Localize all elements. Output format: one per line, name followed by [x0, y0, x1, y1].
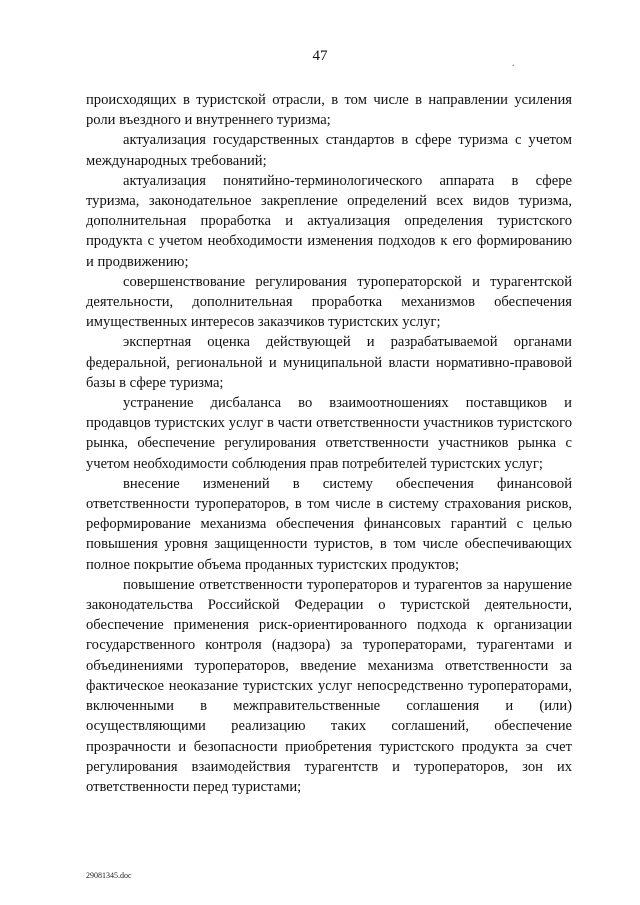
footer-filename: 29081345.doc [86, 871, 132, 880]
paragraph-terminology: актуализация понятийно-терминологического аппарата в сфере туризма, законодательное закрепление определений всех видов туризма, дополнительная проработка и актуализация определения туристского продукта с учетом необходимости изменения подходов к его формированию и продвижению; [86, 172, 572, 270]
paragraph-financial-responsibility: внесение изменений в систему обеспечения финансовой ответственности туроператоров, в том числе в систему страхования рисков, реформирование механизма обеспечения финансовых гарантий с целью повышения уровня защищенности туристов, в том числе обеспечивающих полное покрытие объема проданных туристских продуктов; [86, 475, 572, 573]
paragraph-standards: актуализация государственных стандартов в сфере туризма с учетом международных требований; [86, 132, 572, 169]
document-body [86, 90, 572, 797]
paragraph-imbalance: устранение дисбаланса во взаимоотношениях поставщиков и продавцов туристских услуг в части ответственности участников туристского рынка, обеспечение регулирования ответственности участников рынка с учетом необходимости соблюдения прав потребителей туристских услуг; [86, 395, 572, 472]
paragraph-regulation: совершенствование регулирования туроператорской и турагентской деятельности, дополнительная проработка механизмов обеспечения имущественных интересов заказчиков туристских услуг; [86, 273, 572, 331]
paragraph-continuation: происходящих в туристской отрасли, в том числе в направлении усиления роли въездного и внутреннего туризма; [86, 92, 572, 129]
page-mark-dot: . [512, 58, 515, 69]
paragraph-expert-review: экспертная оценка действующей и разрабатываемой органами федеральной, региональной и муниципальной власти нормативно-правовой базы в сфере туризма; [86, 334, 572, 391]
page-number: 47 [312, 48, 328, 64]
paragraph-operator-responsibility: повышение ответственности туроператоров и турагентов за нарушение законодательства Российской Федерации о туристской деятельности, обеспечение применения риск-ориентированного подхода к организации государственного контроля (надзора) за туроператорами, турагентами и объединениями туроператоров, введение механизма ответственности за фактическое неоказание туристских услуг непосредственно туроператорами, включенными в межправительственные соглашения и (или) осуществляющими реализацию таких соглашений, обеспечение прозрачности и безопасности приобретения туристского продукта за счет регулирования взаимодействия турагентств и туроператоров, зон их ответственности перед туристами; [86, 576, 572, 795]
